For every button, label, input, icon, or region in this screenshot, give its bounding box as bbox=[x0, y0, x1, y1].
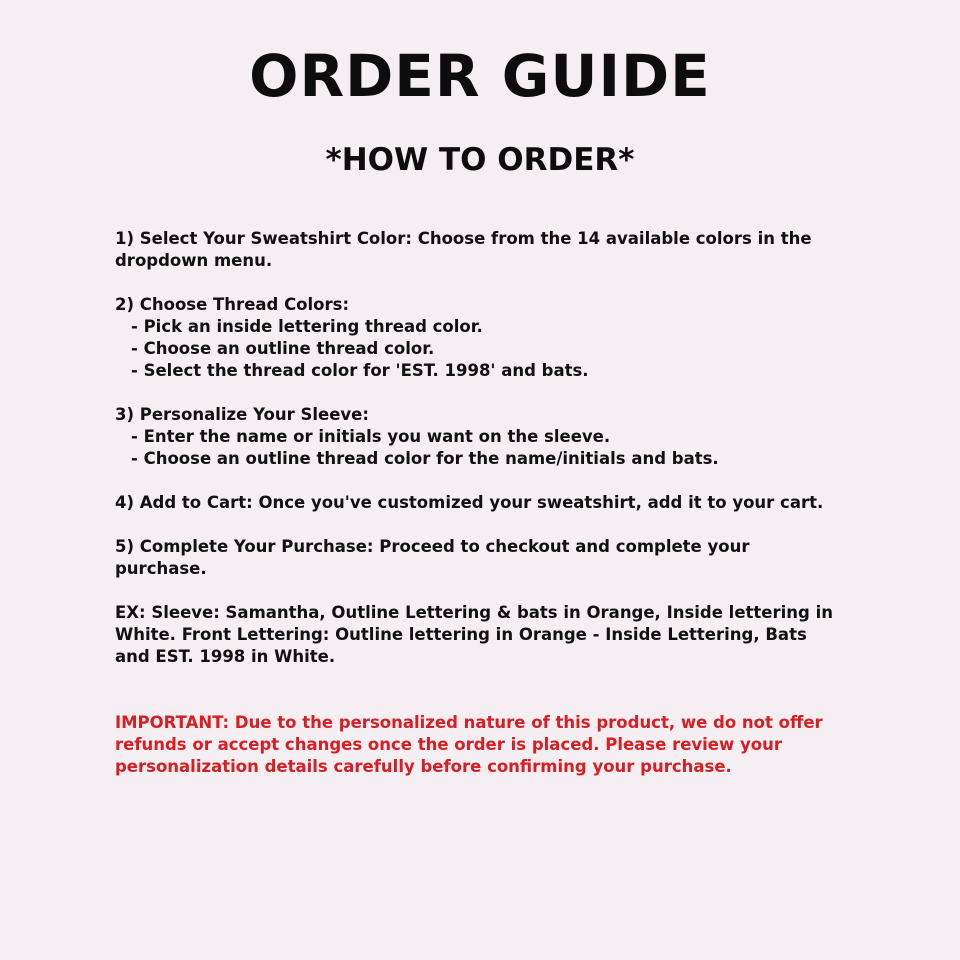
step-1 bbox=[115, 228, 845, 272]
step-2-text: 2) Choose Thread Colors: bbox=[115, 295, 350, 314]
step-5-text: 5) Complete Your Purchase: Proceed to checkout and complete your purchase. bbox=[115, 537, 750, 578]
example-text: EX: Sleeve: Samantha, Outline Lettering & bats in Orange, Inside lettering in White. Front Lettering: Outline lettering in Orange - Inside Lettering, Bats and EST. 1998 in White. bbox=[115, 603, 833, 666]
step-4 bbox=[115, 492, 845, 514]
step-3-subitem: - Enter the name or initials you want on the sleeve. bbox=[131, 427, 611, 446]
step-5 bbox=[115, 536, 845, 580]
step-1-text: 1) Select Your Sweatshirt Color: Choose from the 14 available colors in the dropdown menu. bbox=[115, 229, 812, 270]
important-notice: IMPORTANT: Due to the personalized nature of this product, we do not offer refunds or accept changes once the order is placed. Please review your personalization details carefully before confirming your purchase. bbox=[115, 713, 823, 776]
page-subtitle: *HOW TO ORDER* bbox=[325, 142, 635, 178]
example-block bbox=[115, 602, 845, 668]
step-3 bbox=[115, 404, 845, 470]
step-2 bbox=[115, 294, 845, 382]
page-title: ORDER GUIDE bbox=[249, 42, 711, 110]
instructions bbox=[115, 228, 845, 778]
step-2-subitem: - Pick an inside lettering thread color. bbox=[131, 317, 483, 336]
step-3-subitem: - Choose an outline thread color for the name/initials and bats. bbox=[131, 449, 719, 468]
step-2-subitem: - Choose an outline thread color. bbox=[131, 339, 435, 358]
step-4-text: 4) Add to Cart: Once you've customized your sweatshirt, add it to your cart. bbox=[115, 493, 824, 512]
step-2-subitem: - Select the thread color for 'EST. 1998' and bats. bbox=[131, 361, 589, 380]
step-3-text: 3) Personalize Your Sleeve: bbox=[115, 405, 369, 424]
